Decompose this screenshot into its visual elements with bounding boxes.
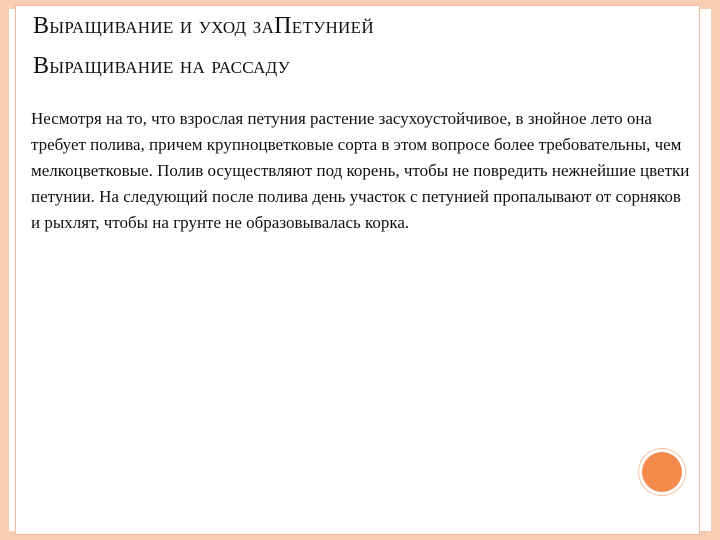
decorative-circle-icon [642, 452, 682, 492]
slide-title [33, 6, 673, 86]
slide-title-line-2: Выращивание на рассаду [33, 53, 291, 79]
slide-title-line-1: Выращивание и уход заПетунией [33, 13, 374, 39]
slide-body-text: Несмотря на то, что взрослая петуния растение засухоустойчивое, в знойное лето она требует полива, причем крупноцветковые сорта в этом вопросе более требовательны, чем мелкоцветковые. Полив осуществляют под корень, чтобы не повредить нежнейшие цветки петунии. На следующий после полива день участок с петунией пропалывают от сорняков и рыхлят, чтобы на грунте не образовывалась корка. [31, 109, 690, 232]
